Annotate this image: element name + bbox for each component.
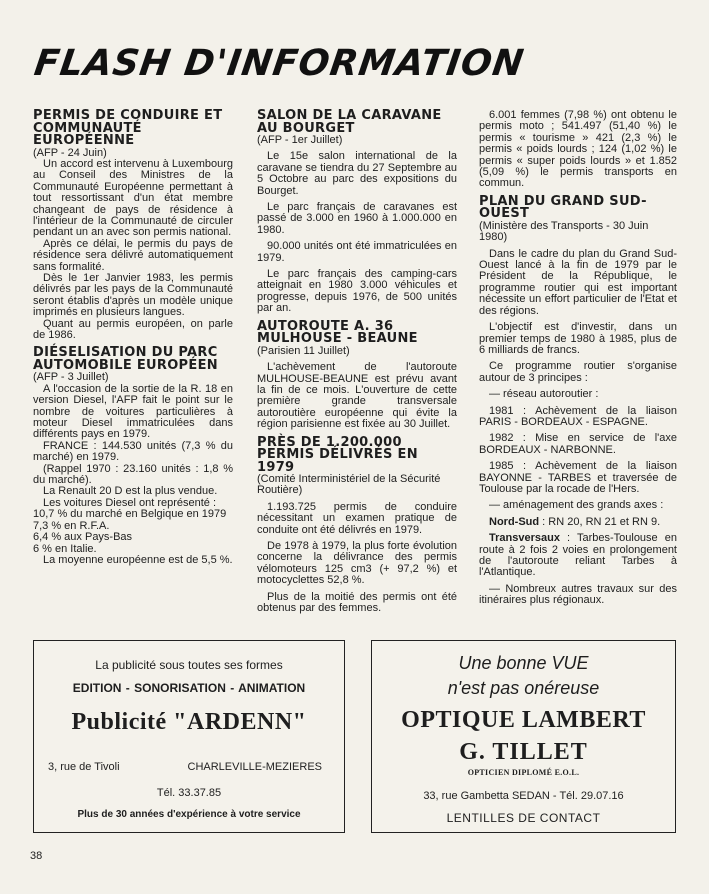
article-permis-delivres <box>257 434 457 615</box>
ad-phone: Tél. 33.37.85 <box>156 787 222 799</box>
article-headline: SALON DE LA CARAVANE AU BOURGET <box>257 108 442 136</box>
article-source: (Parisien 11 Juillet) <box>257 344 350 357</box>
article-permis-europe <box>33 110 233 341</box>
column-1 <box>33 110 233 572</box>
ad-experience: Plus de 30 années d'expérience à votre service <box>77 809 301 820</box>
article-source: (Comité Interministériel de la Sécurité Routière) <box>257 473 441 497</box>
article-paragraph: 1981 : Achèvement de la liaison PARIS - BORDEAUX - ESPAGNE. <box>479 404 677 428</box>
article-paragraph: Ce programme routier s'organise autour de 3 principes : <box>479 360 677 384</box>
article-paragraph: Les voitures Diesel ont représenté : <box>43 496 217 509</box>
article-paragraph: L'objectif est d'investir, dans un premier temps de 1980 à 1985, plus de 6 milliards de francs. <box>479 321 677 356</box>
article-paragraph: 6.001 femmes (7,98 %) ont obtenu le permis moto ; 541.497 (51,40 %) le permis « tourisme » 421 (2,3 %) le permis « poids lourds ; 124 (1,02 %) le permis « super poids lourds » et 1.852 (5,09 %) le permis transports en commun. <box>479 109 677 190</box>
article-paragraph: Le parc français des camping-cars atteignait en 1980 3.000 véhicules et progresse, depuis 1976, de 500 unités par an. <box>257 268 457 315</box>
ad-optique-lambert <box>371 640 676 833</box>
article-source: (Ministère des Transports - 30 Juin 1980) <box>479 219 649 244</box>
article-headline: DIÉSELISATION DU PARC AUTOMOBILE EUROPÉEN <box>33 345 218 373</box>
inline-label: Transversaux <box>489 532 560 545</box>
article-paragraph: (Rappel 1970 : 23.160 unités : 1,8 % du marché). <box>33 462 233 487</box>
page-title: FLASH D'INFORMATION <box>31 43 527 84</box>
article-paragraph: Après ce délai, le permis du pays de résidence sera délivré automatiquement sans formalité. <box>33 237 233 273</box>
ad-address: 33, rue Gambetta SEDAN - Tél. 29.07.16 <box>423 790 624 802</box>
column-3 <box>479 110 677 613</box>
page-number: 38 <box>30 850 43 862</box>
ad-tagline: La publicité sous toutes ses formes <box>95 658 283 672</box>
article-paragraph: De 1978 à 1979, la plus forte évolution concerne la délivrance des permis vélomoteurs 125 cm3 (+ 97,2 %) et motocyclettes 52,8 %. <box>257 540 457 587</box>
article-paragraph: La moyenne européenne est de 5,5 %. <box>43 553 233 566</box>
inline-label: Nord-Sud <box>489 515 540 528</box>
article-caravane <box>257 110 457 315</box>
article-paragraph: A l'occasion de la sortie de la R. 18 en version Diesel, l'AFP fait le point sur le nombre de voitures particulières à moteur Diesel immatriculées dans différents pays en 1979. <box>33 382 233 441</box>
list-item: 10,7 % du marché en Belgique en 1979 <box>33 508 227 521</box>
article-paragraph: Un accord est intervenu à Luxembourg au Conseil des Ministres de la Communauté Européenne permettant à tout ressortissant d'un état membre changeant de pays de résidence à l'intérieur de la Communauté de circuler pendant un an avec son permis national. <box>33 157 233 239</box>
article-paragraph: 1985 : Achèvement de la liaison BAYONNE - TARBES et traversée de Toulouse par la rocade de l'Hers. <box>479 460 677 495</box>
article-headline: PERMIS DE CONDUIRE ET COMMUNAUTÉ EUROPÉENNE <box>33 108 223 148</box>
ad-brand: Publicité "ARDENN" <box>71 709 307 735</box>
list-item: 6 % en Italie. <box>33 542 97 555</box>
article-paragraph: Le parc français de caravanes est passé de 3.000 en 1960 à 1.000.000 en 1980. <box>257 201 457 236</box>
article-paragraph: 1.193.725 permis de conduire nécessitant un examen pratique de conduite ont été délivrés en 1979. <box>257 500 457 536</box>
article-source: (AFP - 24 Juin) <box>33 146 107 159</box>
article-paragraph: — aménagement des grands axes : <box>489 499 664 512</box>
article-paragraph: La Renault 20 D est la plus vendue. <box>43 485 218 498</box>
article-paragraph: Plus de la moitié des permis ont été obtenus par des femmes. <box>257 590 457 615</box>
inline-text: : Tarbes-Toulouse en route à 2 fois 2 voies en prolongement de l'autoroute reliant Tarbes à l'Atlantique. <box>479 532 677 579</box>
article-source: (AFP - 1er Juillet) <box>257 134 343 146</box>
ad-services: EDITION - SONORISATION - ANIMATION <box>72 681 306 695</box>
article-paragraph: — réseau autoroutier : <box>489 388 599 401</box>
ad-slogan: n'est pas onéreuse <box>447 678 600 698</box>
article-paragraph: Le 15e salon international de la caravane se tiendra du 27 Septembre au 5 Octobre au parc des expositions du Bourget. <box>257 150 457 197</box>
article-paragraph: Dans le cadre du plan du Grand Sud-Ouest lancé à la fin de 1979 par le Président de la République, le programme routier qui est important nécessite un effort particulier de l'Etat et des régions. <box>479 247 677 317</box>
ad-brand: OPTIQUE LAMBERT <box>401 707 646 733</box>
article-paragraph: L'achèvement de l'autoroute MULHOUSE-BEAUNE est prévu avant la fin de ce mois. L'ouverture de cette première grande transversale autoroutière européenne qui évite la région parisienne est fixée au 30 Juillet. <box>257 361 457 431</box>
article-paragraph: 1982 : Mise en service de l'axe BORDEAUX - NARBONNE. <box>479 432 677 456</box>
article-paragraph: — Nombreux autres travaux sur des itinéraires plus régionaux. <box>479 582 677 607</box>
list-item: 6,4 % aux Pays-Bas <box>33 531 133 544</box>
article-paragraph: FRANCE : 144.530 unités (7,3 % du marché) en 1979. <box>33 439 233 464</box>
ad-products: LENTILLES DE CONTACT <box>446 811 601 825</box>
ad-publicite-ardenn <box>33 640 345 833</box>
article-permis-delivres-suite <box>479 110 677 190</box>
article-paragraph <box>479 517 677 528</box>
ad-city: CHARLEVILLE-MEZIERES <box>187 761 322 773</box>
article-paragraph: Quant au permis européen, on parle de 1986. <box>33 317 233 341</box>
article-dieselisation <box>33 347 233 566</box>
article-headline: AUTOROUTE A. 36 MULHOUSE - BEAUNE <box>257 318 418 347</box>
column-2 <box>257 110 457 621</box>
ad-slogan: Une bonne VUE <box>458 653 589 673</box>
article-headline: PLAN DU GRAND SUD-OUEST <box>479 193 647 222</box>
inline-text: : RN 20, RN 21 et RN 9. <box>539 515 661 528</box>
article-paragraph: 90.000 unités ont été immatriculées en 1979. <box>257 240 457 264</box>
article-paragraph <box>479 533 677 579</box>
ad-owner: G. TILLET <box>459 739 588 765</box>
ad-title: OPTICIEN DIPLOMÉ E.O.L. <box>467 768 580 777</box>
article-paragraph: Dès le 1er Janvier 1983, les permis délivrés par les pays de la Communauté seront établis d'après un modèle unique imprimés en plusieurs langues. <box>33 271 233 319</box>
article-source: (AFP - 3 Juillet) <box>33 371 109 384</box>
article-sud-ouest <box>479 193 677 607</box>
article-autoroute <box>257 318 457 431</box>
article-headline: PRÈS DE 1.200.000 PERMIS DÉLIVRÉS EN 1979 <box>257 434 418 475</box>
ad-address: 3, rue de Tivoli <box>48 761 120 773</box>
list-item: 7,3 % en R.F.A. <box>33 519 110 532</box>
